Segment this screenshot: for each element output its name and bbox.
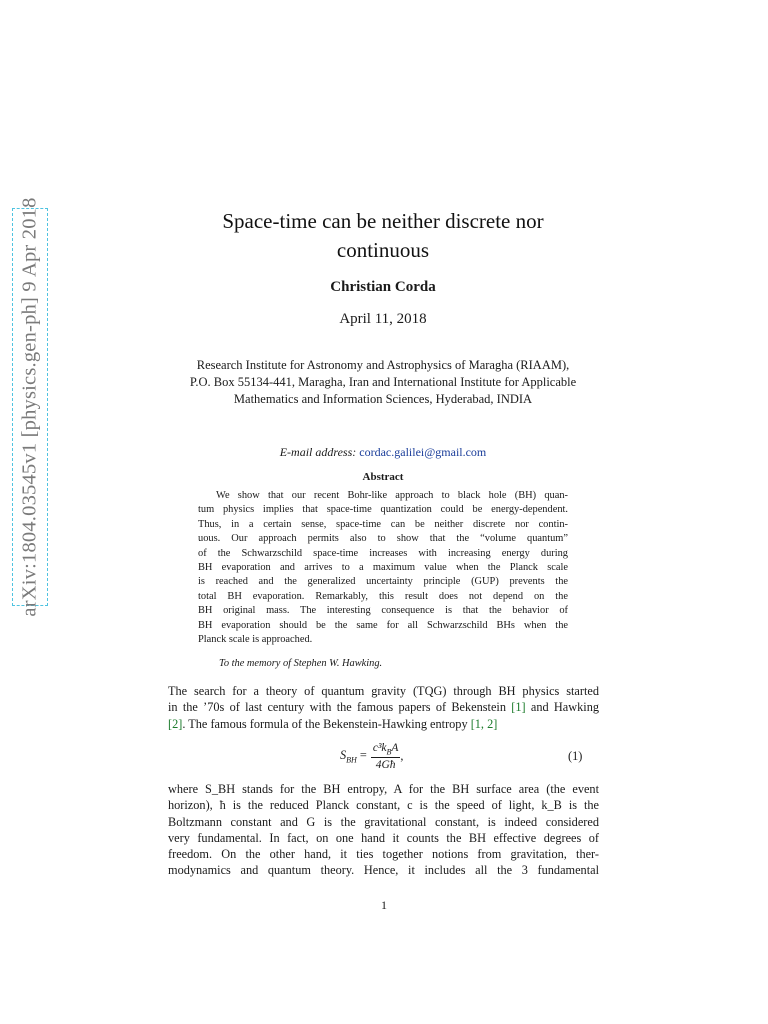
intro-text: in the ’70s of last century with the famous papers of Bekenstein — [168, 700, 512, 715]
eq-numerator — [371, 742, 401, 758]
title-line-1: Space-time can be neither discrete nor — [222, 209, 544, 233]
paper-title — [168, 207, 598, 265]
affiliation-line: P.O. Box 55134-441, Maragha, Iran and International Institute for Applicable — [189, 375, 577, 389]
body-line: horizon), ħ is the reduced Planck constant, c is the speed of light, k_B is the — [168, 798, 599, 813]
body-line: freedom. On the other hand, it ties together notions from gravitation, ther- — [168, 847, 599, 862]
email-line — [168, 445, 598, 460]
eq-denominator: 4Għ — [375, 759, 396, 772]
body-line: Boltzmann constant and G is the gravitational constant, is indeed considered — [168, 814, 599, 829]
abstract-line: is reached and the generalized uncertainty principle (GUP) prevents the — [198, 576, 568, 588]
abstract-line: BH evaporation and arrives to a maximum value when the Planck scale — [198, 562, 568, 574]
abstract-line: Thus, in a certain sense, space-time can be neither discrete nor contin- — [198, 518, 568, 530]
abstract-line: BH evaporation should be the same for all Schwarzschild BHs when the — [198, 619, 568, 631]
dedication: To the memory of Stephen W. Hawking. — [219, 658, 383, 669]
arxiv-stamp: arXiv:1804.03545v1 [physics.gen-ph] 9 Apr 2018 — [18, 197, 41, 617]
equation-1 — [340, 742, 404, 771]
intro-line — [168, 716, 599, 732]
affiliation — [160, 357, 606, 408]
author-name: Christian Corda — [330, 279, 436, 295]
intro-text: and Hawking — [525, 700, 600, 715]
eq-symbol: S — [340, 748, 347, 763]
eq-subscript: BH — [346, 755, 357, 765]
page-number: 1 — [381, 898, 387, 912]
intro-line: The search for a theory of quantum gravity (TQG) through BH physics started — [168, 684, 599, 698]
abstract-line: uous. Our approach permits also to show that the “volume quantum” — [198, 533, 568, 545]
eq-comma: , — [400, 749, 404, 764]
email-label: E-mail address: — [279, 445, 357, 459]
citation-link[interactable]: [1, 2] — [470, 716, 498, 731]
abstract-heading: Abstract — [362, 471, 404, 483]
abstract-line: BH original mass. The interesting consequence is that the behavior of — [198, 605, 568, 617]
affiliation-line: Research Institute for Astronomy and Astrophysics of Maragha (RIAAM), — [196, 358, 570, 372]
body-line: modynamics and quantum theory. Hence, it includes all the 3 fundamental — [168, 863, 599, 878]
intro-paragraph — [168, 683, 599, 732]
abstract-line: total BH evaporation. Remarkably, this result does not depend on the — [198, 590, 568, 602]
intro-text: . The famous formula of the Bekenstein-Hawking entropy — [182, 716, 471, 731]
eq-num-sub: B — [386, 747, 392, 757]
eq-num-text: c³k — [372, 742, 387, 754]
eq-equals: = — [356, 748, 367, 763]
body-paragraph — [168, 781, 599, 879]
citation-link[interactable]: [2] — [168, 716, 183, 731]
paper-date: April 11, 2018 — [339, 311, 427, 327]
body-line: very fundamental. In fact, on one hand it counts the BH effective degrees of — [168, 830, 599, 845]
equation-fraction — [371, 742, 404, 772]
affiliation-line: Mathematics and Information Sciences, Hyderabad, INDIA — [233, 392, 533, 406]
title-line-2: continuous — [336, 238, 430, 262]
abstract-line: tum physics implies that space-time quantization could be energy-dependent. — [198, 504, 568, 516]
email-link[interactable]: cordac.galilei@gmail.com — [359, 445, 487, 459]
abstract-line: We show that our recent Bohr-like approach to black hole (BH) quan- — [216, 490, 568, 501]
body-line: where S_BH stands for the BH entropy, A for the BH surface area (the event — [168, 782, 599, 796]
citation-link[interactable]: [1] — [511, 700, 526, 715]
abstract-line: Planck scale is approached. — [198, 634, 313, 646]
abstract-line: of the Schwarzschild space-time increases with increasing energy during — [198, 547, 568, 559]
eq-num-tail: A — [391, 742, 399, 754]
equation-number: (1) — [568, 749, 583, 763]
equation-lhs — [340, 748, 367, 764]
intro-line — [168, 699, 599, 715]
abstract-body — [198, 489, 568, 647]
